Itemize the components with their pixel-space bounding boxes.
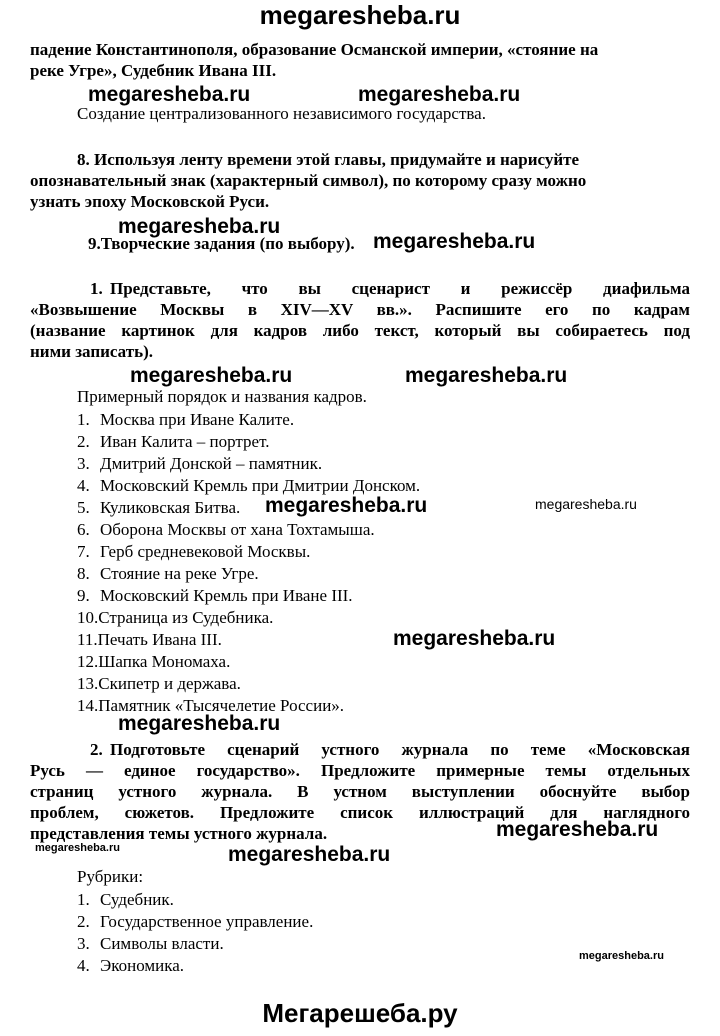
list-item: 7. Герб средневековой Москвы. [77, 542, 311, 561]
watermark: megaresheba.ru [373, 230, 536, 253]
header-watermark: megaresheba.ru [259, 0, 461, 30]
watermark: megaresheba.ru [88, 83, 251, 106]
watermark: megaresheba.ru [496, 818, 659, 841]
watermark: megaresheba.ru [118, 712, 281, 735]
task8-line-3: узнать эпоху Московской Руси. [30, 192, 270, 211]
list-item: 10.Страница из Судебника. [77, 608, 274, 627]
list-item: 11.Печать Ивана III. [77, 630, 222, 649]
creative1-number: 1. [90, 279, 103, 298]
intro-line-1: падение Константинополя, образование Османской империи, «стояние на [30, 40, 599, 59]
watermark: megaresheba.ru [118, 215, 281, 238]
creative1-line-1: Представьте, что вы сценарист и режиссёр диафильма [110, 279, 690, 298]
list-item: 2. Государственное управление. [77, 912, 314, 931]
list-item: 13.Скипетр и держава. [77, 674, 241, 693]
creative2-number: 2. [90, 740, 103, 759]
list-item: 1. Судебник. [77, 890, 174, 909]
list-item: 8. Стояние на реке Угре. [77, 564, 259, 583]
creative2-line-5: представления темы устного журнала. [30, 824, 328, 843]
watermark: megaresheba.ru [35, 842, 120, 854]
creative1-lead: Примерный порядок и названия кадров. [77, 387, 367, 406]
watermark: megaresheba.ru [228, 843, 391, 866]
task8-line-2: опознавательный знак (характерный символ), по которому сразу можно [30, 171, 587, 190]
intro-line-2: реке Угре», Судебник Ивана III. [30, 61, 277, 80]
creative2-line-1: Подготовьте сценарий устного журнала по теме «Московская [110, 740, 690, 759]
watermark: megaresheba.ru [358, 83, 521, 106]
list-item: 4. Московский Кремль при Дмитрии Донском. [77, 476, 421, 495]
list-item: 5. Куликовская Битва. [77, 498, 241, 517]
intro-answer: Создание централизованного независимого государства. [77, 104, 486, 123]
list-item: 4. Экономика. [77, 956, 185, 975]
list-item: 9. Московский Кремль при Иване III. [77, 586, 353, 605]
watermark: megaresheba.ru [130, 364, 293, 387]
creative2-line-3: страниц устного журнала. В устном выступлении обоснуйте выбор [30, 782, 690, 801]
task8-line-1: 8. Используя ленту времени этой главы, придумайте и нарисуйте [77, 150, 580, 169]
list-item: 6. Оборона Москвы от хана Тохтамыша. [77, 520, 375, 539]
watermark: megaresheba.ru [535, 496, 637, 512]
list-item: 2. Иван Калита – портрет. [77, 432, 270, 451]
watermark: megaresheba.ru [393, 627, 556, 650]
creative1-line-2: «Возвышение Москвы в XIV—XV вв.». Распишите его по кадрам [30, 300, 690, 319]
footer-watermark: Мегарешеба.ру [262, 998, 458, 1028]
creative2-lead: Рубрики: [77, 867, 144, 886]
task9-title: 9.Творческие задания (по выбору). [88, 234, 355, 253]
creative1-line-4: ними записать). [30, 342, 153, 361]
watermark: megaresheba.ru [265, 494, 428, 517]
list-item: 12.Шапка Мономаха. [77, 652, 231, 671]
list-item: 14.Памятник «Тысячелетие России». [77, 696, 345, 715]
list-item: 3. Символы власти. [77, 934, 224, 953]
watermark: megaresheba.ru [579, 950, 664, 962]
creative2-line-4: проблем, сюжетов. Предложите список иллюстраций для наглядного [30, 803, 690, 822]
creative2-line-2: Русь — единое государство». Предложите примерные темы отдельных [30, 761, 690, 780]
watermark: megaresheba.ru [405, 364, 568, 387]
creative1-line-3: (название картинок для кадров либо текст, который вы собираетесь под [30, 321, 690, 340]
list-item: 3. Дмитрий Донской – памятник. [77, 454, 323, 473]
list-item: 1. Москва при Иване Калите. [77, 410, 295, 429]
